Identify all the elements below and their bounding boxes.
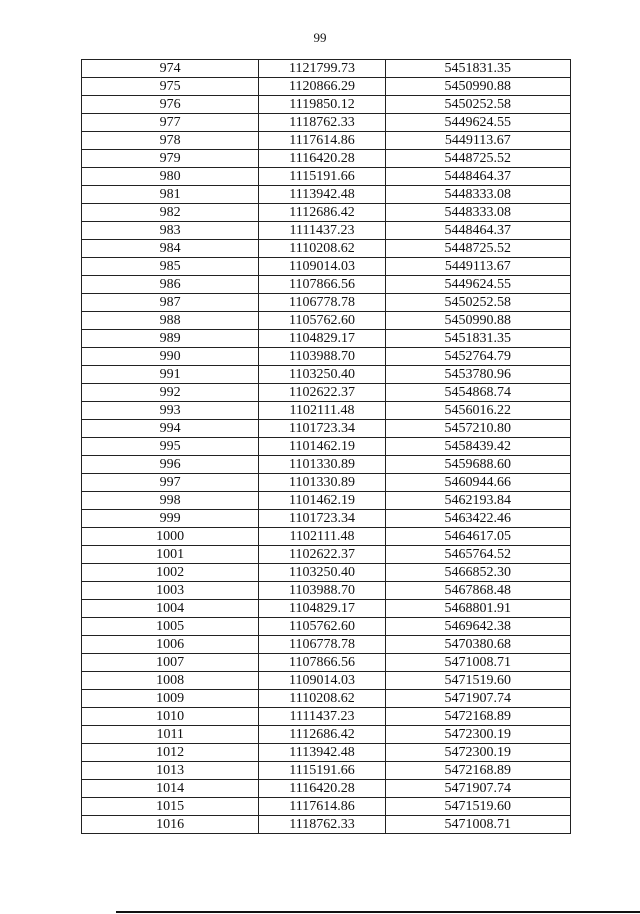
y-coordinate-cell: 5471519.60 <box>385 798 570 816</box>
point-number-cell: 974 <box>82 60 259 78</box>
point-number-cell: 999 <box>82 510 259 528</box>
y-coordinate-cell: 5454868.74 <box>385 384 570 402</box>
y-coordinate-cell: 5452764.79 <box>385 348 570 366</box>
x-coordinate-cell: 1102111.48 <box>259 528 385 546</box>
point-number-cell: 991 <box>82 366 259 384</box>
y-coordinate-cell: 5471519.60 <box>385 672 570 690</box>
point-number-cell: 979 <box>82 150 259 168</box>
point-number-cell: 1016 <box>82 816 259 834</box>
table-row <box>82 816 571 834</box>
x-coordinate-cell: 1110208.62 <box>259 690 385 708</box>
x-coordinate-cell: 1101462.19 <box>259 438 385 456</box>
y-coordinate-cell: 5462193.84 <box>385 492 570 510</box>
y-coordinate-cell: 5448725.52 <box>385 150 570 168</box>
y-coordinate-cell: 5453780.96 <box>385 366 570 384</box>
table-row <box>82 204 571 222</box>
y-coordinate-cell: 5471907.74 <box>385 690 570 708</box>
y-coordinate-cell: 5448464.37 <box>385 222 570 240</box>
point-number-cell: 986 <box>82 276 259 294</box>
table-row <box>82 276 571 294</box>
point-number-cell: 1000 <box>82 528 259 546</box>
table-row <box>82 312 571 330</box>
table-row <box>82 798 571 816</box>
table-row <box>82 672 571 690</box>
point-number-cell: 983 <box>82 222 259 240</box>
bottom-rule <box>116 911 640 913</box>
table-row <box>82 690 571 708</box>
point-number-cell: 982 <box>82 204 259 222</box>
x-coordinate-cell: 1119850.12 <box>259 96 385 114</box>
point-number-cell: 984 <box>82 240 259 258</box>
x-coordinate-cell: 1109014.03 <box>259 672 385 690</box>
x-coordinate-cell: 1102622.37 <box>259 546 385 564</box>
x-coordinate-cell: 1107866.56 <box>259 654 385 672</box>
point-number-cell: 1013 <box>82 762 259 780</box>
page-number: 99 <box>313 30 327 45</box>
point-number-cell: 1012 <box>82 744 259 762</box>
x-coordinate-cell: 1105762.60 <box>259 312 385 330</box>
table-row <box>82 240 571 258</box>
table-row <box>82 96 571 114</box>
x-coordinate-cell: 1113942.48 <box>259 744 385 762</box>
x-coordinate-cell: 1105762.60 <box>259 618 385 636</box>
x-coordinate-cell: 1106778.78 <box>259 294 385 312</box>
x-coordinate-cell: 1101723.34 <box>259 420 385 438</box>
table-row <box>82 708 571 726</box>
x-coordinate-cell: 1104829.17 <box>259 330 385 348</box>
point-number-cell: 1008 <box>82 672 259 690</box>
x-coordinate-cell: 1110208.62 <box>259 240 385 258</box>
point-number-cell: 1014 <box>82 780 259 798</box>
y-coordinate-cell: 5448333.08 <box>385 186 570 204</box>
y-coordinate-cell: 5472300.19 <box>385 744 570 762</box>
y-coordinate-cell: 5468801.91 <box>385 600 570 618</box>
point-number-cell: 997 <box>82 474 259 492</box>
table-row <box>82 762 571 780</box>
x-coordinate-cell: 1103988.70 <box>259 348 385 366</box>
table-row <box>82 456 571 474</box>
table-row <box>82 546 571 564</box>
y-coordinate-cell: 5450990.88 <box>385 312 570 330</box>
y-coordinate-cell: 5451831.35 <box>385 330 570 348</box>
y-coordinate-cell: 5469642.38 <box>385 618 570 636</box>
y-coordinate-cell: 5450252.58 <box>385 294 570 312</box>
table-row <box>82 78 571 96</box>
table-row <box>82 366 571 384</box>
y-coordinate-cell: 5464617.05 <box>385 528 570 546</box>
x-coordinate-cell: 1111437.23 <box>259 222 385 240</box>
point-number-cell: 998 <box>82 492 259 510</box>
x-coordinate-cell: 1111437.23 <box>259 708 385 726</box>
x-coordinate-cell: 1101723.34 <box>259 510 385 528</box>
x-coordinate-cell: 1117614.86 <box>259 132 385 150</box>
y-coordinate-cell: 5456016.22 <box>385 402 570 420</box>
table-row <box>82 186 571 204</box>
y-coordinate-cell: 5449113.67 <box>385 258 570 276</box>
y-coordinate-cell: 5449113.67 <box>385 132 570 150</box>
table-row <box>82 744 571 762</box>
y-coordinate-cell: 5470380.68 <box>385 636 570 654</box>
point-number-cell: 1006 <box>82 636 259 654</box>
x-coordinate-cell: 1116420.28 <box>259 150 385 168</box>
x-coordinate-cell: 1109014.03 <box>259 258 385 276</box>
point-number-cell: 1003 <box>82 582 259 600</box>
x-coordinate-cell: 1115191.66 <box>259 168 385 186</box>
table-row <box>82 510 571 528</box>
point-number-cell: 1005 <box>82 618 259 636</box>
point-number-cell: 1010 <box>82 708 259 726</box>
table-row <box>82 780 571 798</box>
x-coordinate-cell: 1101330.89 <box>259 474 385 492</box>
y-coordinate-cell: 5449624.55 <box>385 276 570 294</box>
x-coordinate-cell: 1101462.19 <box>259 492 385 510</box>
point-number-cell: 990 <box>82 348 259 366</box>
x-coordinate-cell: 1116420.28 <box>259 780 385 798</box>
x-coordinate-cell: 1102111.48 <box>259 402 385 420</box>
y-coordinate-cell: 5450990.88 <box>385 78 570 96</box>
y-coordinate-cell: 5448333.08 <box>385 204 570 222</box>
point-number-cell: 995 <box>82 438 259 456</box>
table-row <box>82 258 571 276</box>
point-number-cell: 994 <box>82 420 259 438</box>
table-row <box>82 330 571 348</box>
y-coordinate-cell: 5463422.46 <box>385 510 570 528</box>
point-number-cell: 981 <box>82 186 259 204</box>
table-row <box>82 150 571 168</box>
table-row <box>82 726 571 744</box>
table-row <box>82 492 571 510</box>
coordinates-table-body <box>82 60 571 834</box>
y-coordinate-cell: 5449624.55 <box>385 114 570 132</box>
x-coordinate-cell: 1112686.42 <box>259 204 385 222</box>
x-coordinate-cell: 1115191.66 <box>259 762 385 780</box>
x-coordinate-cell: 1118762.33 <box>259 816 385 834</box>
table-row <box>82 582 571 600</box>
point-number-cell: 980 <box>82 168 259 186</box>
table-row <box>82 132 571 150</box>
x-coordinate-cell: 1103250.40 <box>259 564 385 582</box>
x-coordinate-cell: 1106778.78 <box>259 636 385 654</box>
y-coordinate-cell: 5471008.71 <box>385 816 570 834</box>
y-coordinate-cell: 5466852.30 <box>385 564 570 582</box>
y-coordinate-cell: 5459688.60 <box>385 456 570 474</box>
point-number-cell: 1004 <box>82 600 259 618</box>
point-number-cell: 996 <box>82 456 259 474</box>
x-coordinate-cell: 1101330.89 <box>259 456 385 474</box>
point-number-cell: 1015 <box>82 798 259 816</box>
table-row <box>82 438 571 456</box>
y-coordinate-cell: 5448464.37 <box>385 168 570 186</box>
table-row <box>82 618 571 636</box>
y-coordinate-cell: 5472300.19 <box>385 726 570 744</box>
y-coordinate-cell: 5448725.52 <box>385 240 570 258</box>
point-number-cell: 977 <box>82 114 259 132</box>
table-row <box>82 528 571 546</box>
coordinates-table <box>81 59 571 834</box>
x-coordinate-cell: 1103988.70 <box>259 582 385 600</box>
point-number-cell: 976 <box>82 96 259 114</box>
x-coordinate-cell: 1104829.17 <box>259 600 385 618</box>
point-number-cell: 988 <box>82 312 259 330</box>
x-coordinate-cell: 1117614.86 <box>259 798 385 816</box>
point-number-cell: 992 <box>82 384 259 402</box>
y-coordinate-cell: 5467868.48 <box>385 582 570 600</box>
point-number-cell: 993 <box>82 402 259 420</box>
point-number-cell: 987 <box>82 294 259 312</box>
table-row <box>82 168 571 186</box>
y-coordinate-cell: 5472168.89 <box>385 762 570 780</box>
table-row <box>82 114 571 132</box>
x-coordinate-cell: 1120866.29 <box>259 78 385 96</box>
table-row <box>82 600 571 618</box>
x-coordinate-cell: 1113942.48 <box>259 186 385 204</box>
table-row <box>82 384 571 402</box>
x-coordinate-cell: 1112686.42 <box>259 726 385 744</box>
point-number-cell: 1009 <box>82 690 259 708</box>
point-number-cell: 1011 <box>82 726 259 744</box>
point-number-cell: 978 <box>82 132 259 150</box>
y-coordinate-cell: 5471008.71 <box>385 654 570 672</box>
table-row <box>82 636 571 654</box>
table-row <box>82 420 571 438</box>
table-row <box>82 222 571 240</box>
x-coordinate-cell: 1118762.33 <box>259 114 385 132</box>
point-number-cell: 1007 <box>82 654 259 672</box>
table-row <box>82 60 571 78</box>
y-coordinate-cell: 5450252.58 <box>385 96 570 114</box>
x-coordinate-cell: 1103250.40 <box>259 366 385 384</box>
point-number-cell: 989 <box>82 330 259 348</box>
y-coordinate-cell: 5457210.80 <box>385 420 570 438</box>
y-coordinate-cell: 5460944.66 <box>385 474 570 492</box>
y-coordinate-cell: 5451831.35 <box>385 60 570 78</box>
table-row <box>82 294 571 312</box>
table-row <box>82 474 571 492</box>
y-coordinate-cell: 5472168.89 <box>385 708 570 726</box>
x-coordinate-cell: 1102622.37 <box>259 384 385 402</box>
point-number-cell: 975 <box>82 78 259 96</box>
y-coordinate-cell: 5465764.52 <box>385 546 570 564</box>
x-coordinate-cell: 1121799.73 <box>259 60 385 78</box>
point-number-cell: 1002 <box>82 564 259 582</box>
y-coordinate-cell: 5471907.74 <box>385 780 570 798</box>
table-row <box>82 564 571 582</box>
y-coordinate-cell: 5458439.42 <box>385 438 570 456</box>
table-row <box>82 654 571 672</box>
x-coordinate-cell: 1107866.56 <box>259 276 385 294</box>
table-row <box>82 402 571 420</box>
table-row <box>82 348 571 366</box>
point-number-cell: 1001 <box>82 546 259 564</box>
point-number-cell: 985 <box>82 258 259 276</box>
